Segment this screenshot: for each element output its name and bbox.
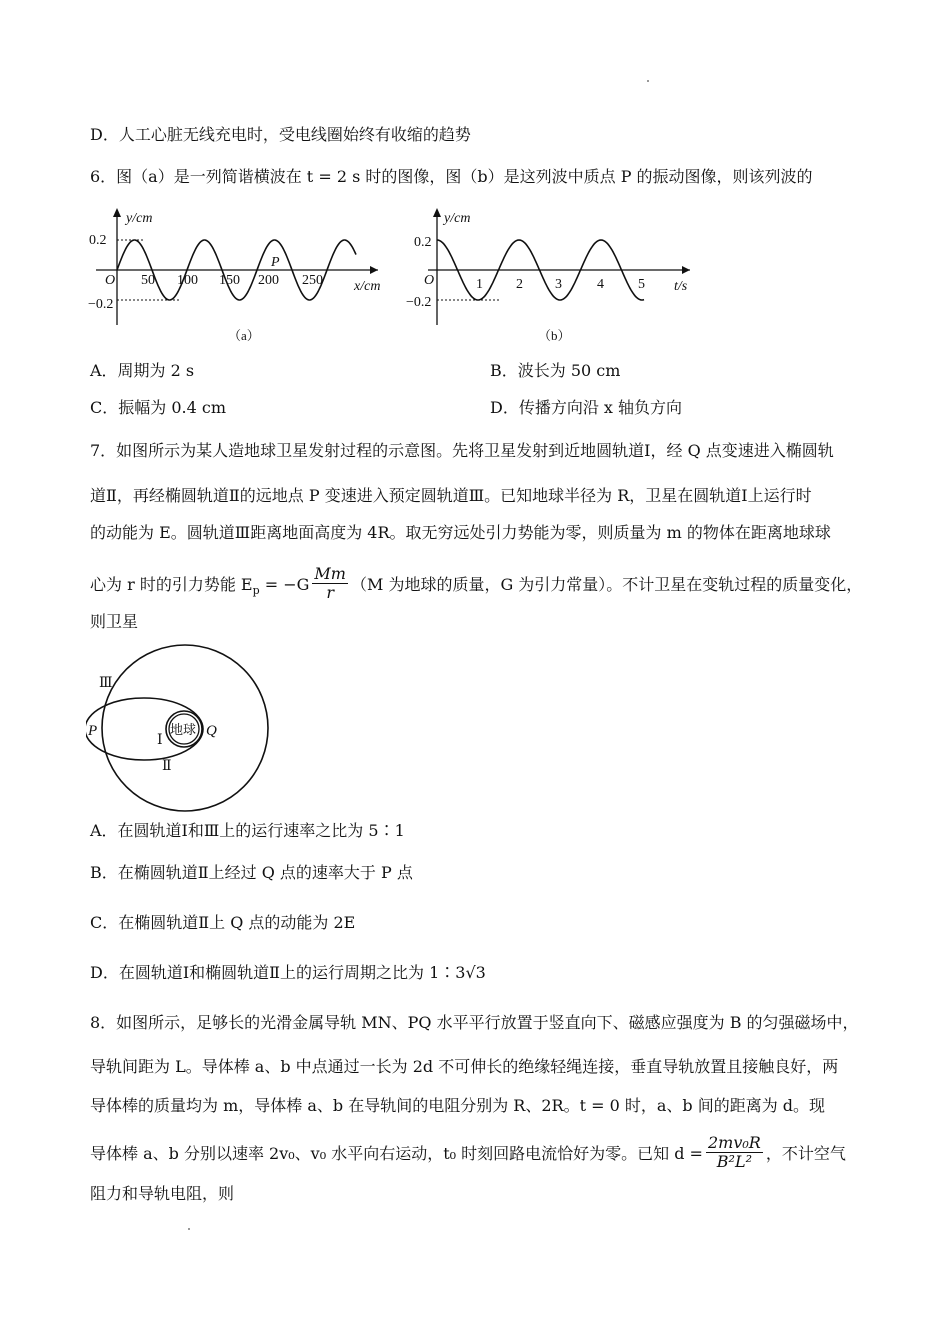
fraction-denominator: B²L² [716, 1152, 752, 1171]
q7-line-3: 的动能为 E。圆轨道Ⅲ距离地面高度为 4R。取无穷远处引力势能为零，则质量为 m 的物体在距离地球球 [90, 523, 831, 542]
fraction-numerator: Mm [314, 564, 346, 583]
q7-line-1: 7．如图所示为某人造地球卫星发射过程的示意图。先将卫星发射到近地圆轨道Ⅰ，经 Q 点变速进入椭圆轨 [90, 441, 834, 460]
orbit-diagram [86, 640, 276, 815]
fraction-denominator: r [326, 583, 335, 602]
q7-line-2: 道Ⅱ，再经椭圆轨道Ⅱ的远地点 P 变速进入预定圆轨道Ⅲ。已知地球半径为 R，卫星在圆轨道Ⅰ上运行时 [90, 486, 812, 505]
y-tick-pos: 0.2 [414, 235, 432, 250]
q8-line-5: 阻力和导轨电阻，则 [90, 1184, 235, 1203]
label-ii: Ⅱ [162, 759, 172, 774]
x-tick-200: 200 [258, 273, 279, 288]
caption-a: （a） [228, 328, 260, 343]
x-axis-label: x/cm [354, 279, 381, 294]
t-tick-3: 3 [555, 277, 562, 292]
q8-line-1: 8．如图所示，足够长的光滑金属导轨 MN、PQ 水平平行放置于竖直向下、磁感应强度为 B 的匀强磁场中， [90, 1013, 859, 1032]
y-axis-label: y/cm [444, 211, 471, 226]
q7-line-4-post: （M 为地球的质量，G 为引力常量）。不计卫星在变轨过程的质量变化， [350, 575, 863, 594]
q7-option-c: C．在椭圆轨道Ⅱ上 Q 点的动能为 2E [90, 913, 356, 932]
label-q: Q [206, 723, 217, 739]
distance-fraction [706, 1134, 763, 1171]
potential-energy-sub: p [252, 584, 260, 598]
q8-line-4-pre: 导体棒 a、b 分别以速率 2v₀、v₀ 水平向右运动，t₀ 时刻回路电流恰好为零。已知 d = [90, 1144, 703, 1163]
t-tick-1: 1 [476, 277, 483, 292]
potential-energy-fraction [312, 565, 348, 602]
x-tick-250: 250 [302, 273, 323, 288]
y-tick-pos: 0.2 [89, 233, 107, 248]
y-tick-neg: −0.2 [406, 295, 432, 310]
fraction-numerator: 2mv₀R [707, 1133, 761, 1152]
q6-option-d: D．传播方向沿 x 轴负方向 [490, 398, 683, 417]
x-tick-50: 50 [141, 273, 155, 288]
q6-stem: 6．图（a）是一列简谐横波在 t = 2 s 时的图像，图（b）是这列波中质点 P 的振动图像，则该列波的 [90, 167, 813, 186]
q6-option-b: B．波长为 50 cm [490, 361, 621, 380]
label-iii: Ⅲ [99, 676, 113, 691]
y-tick-neg: −0.2 [88, 297, 114, 312]
q7-line-4-pre: 心为 r 时的引力势能 E [90, 575, 253, 594]
origin-label: O [105, 273, 116, 288]
q6-option-a: A．周期为 2 s [90, 361, 195, 380]
q7-option-d: D．在圆轨道Ⅰ和椭圆轨道Ⅱ上的运行周期之比为 1∶3√3 [90, 963, 486, 982]
q6-option-c: C．振幅为 0.4 cm [90, 398, 226, 417]
q7-line-4-eq: = −G [259, 575, 310, 594]
q7-line-5: 则卫星 [90, 612, 139, 631]
t-tick-5: 5 [638, 277, 645, 292]
wave-graph-a [86, 200, 396, 350]
q7-option-b: B．在椭圆轨道Ⅱ上经过 Q 点的速率大于 P 点 [90, 863, 413, 882]
t-tick-4: 4 [597, 277, 604, 292]
q8-line-3: 导体棒的质量均为 m，导体棒 a、b 在导轨间的电阻分别为 R、2R。t = 0 时，a、b 间的距离为 d。现 [90, 1096, 826, 1115]
caption-b: （b） [538, 328, 571, 343]
q8-line-4 [90, 1133, 846, 1173]
q7-option-a: A．在圆轨道Ⅰ和Ⅲ上的运行速率之比为 5∶1 [90, 821, 405, 840]
q7-line-4 [90, 564, 863, 604]
q8-line-2: 导轨间距为 L。导体棒 a、b 中点通过一长为 2d 不可伸长的绝缘轻绳连接，垂直导轨放置且接触良好，两 [90, 1057, 839, 1076]
scan-dot [647, 80, 649, 82]
vibration-graph-b [398, 200, 698, 350]
y-axis-label: y/cm [126, 211, 153, 226]
earth-label: 地球 [170, 722, 197, 737]
scan-dot [188, 1228, 190, 1230]
q8-line-4-post: ，不计空气 [765, 1144, 846, 1163]
t-axis-label: t/s [674, 279, 688, 294]
label-p: P [88, 723, 98, 739]
x-tick-100: 100 [177, 273, 198, 288]
x-tick-150: 150 [219, 273, 240, 288]
t-tick-2: 2 [516, 277, 523, 292]
point-p-label: P [271, 255, 280, 270]
label-i: Ⅰ [157, 733, 163, 748]
origin-label: O [424, 273, 435, 288]
q5-option-d: D．人工心脏无线充电时，受电线圈始终有收缩的趋势 [90, 125, 471, 144]
